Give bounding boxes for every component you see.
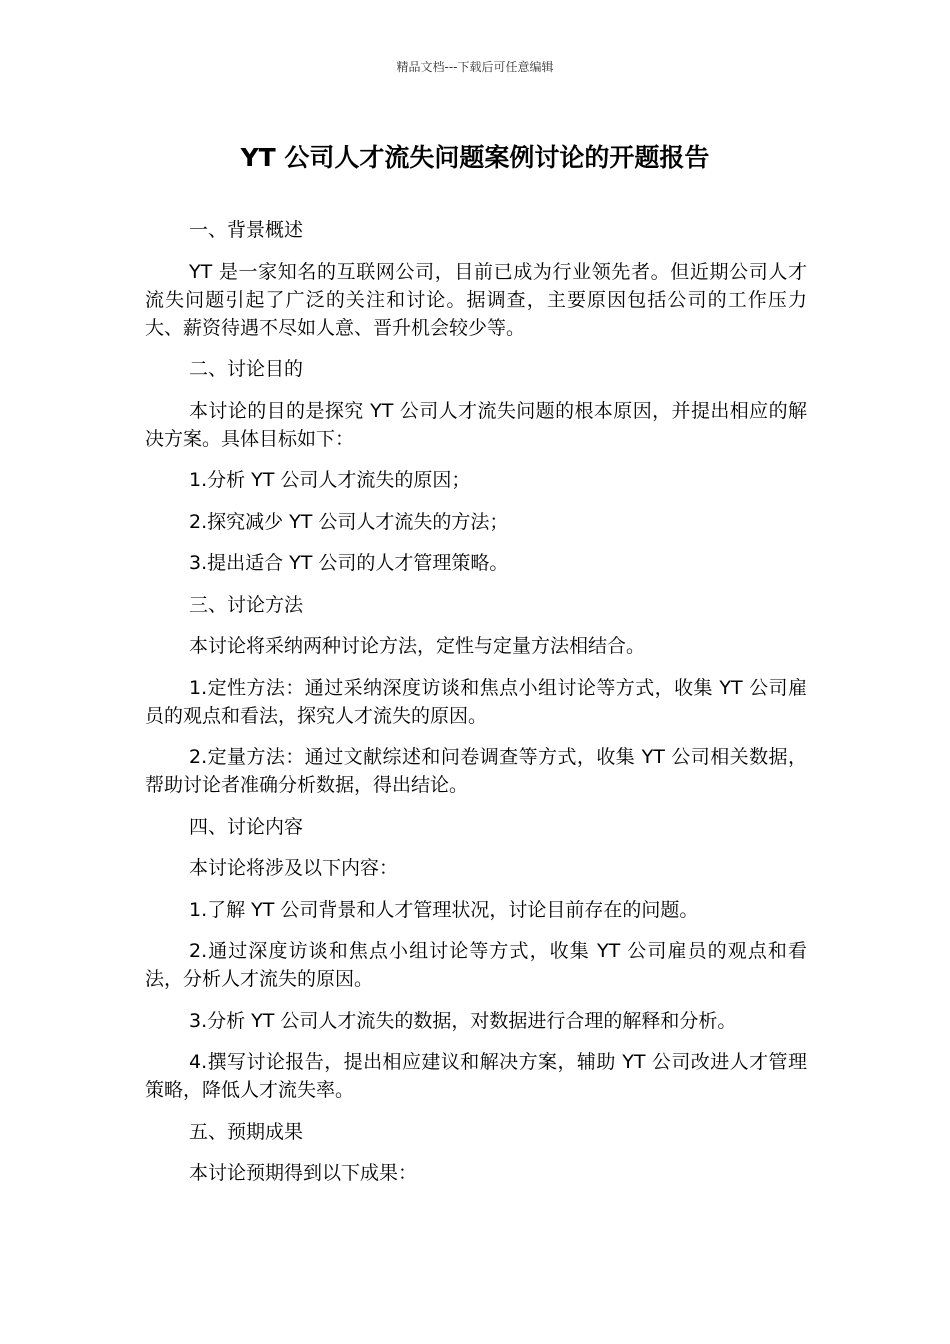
section-heading-purpose: 二、讨论目的 <box>189 358 304 380</box>
paragraph-results: 本讨论预期得到以下成果： <box>189 1162 418 1184</box>
list-item-goal-2: 2.探究减少 YT 公司人才流失的方法； <box>189 510 509 533</box>
paragraph-method: 本讨论将采纳两种讨论方法，定性与定量方法相结合。 <box>189 635 646 657</box>
section-heading-method: 三、讨论方法 <box>189 593 304 616</box>
header-note: 精品文档---下载后可任意编辑 <box>396 60 554 74</box>
section-heading-content: 四、讨论内容 <box>189 815 304 838</box>
document-title: YT 公司人才流失问题案例讨论的开题报告 <box>240 143 710 172</box>
list-item-content-3: 3.分析 YT 公司人才流失的数据，对数据进行合理的解释和分析。 <box>189 1009 737 1032</box>
paragraph-background: YT 是一家知名的互联网公司，目前已成为行业领先者。但近期公司人才流失问题引起了广泛的关注和讨论。据调查，主要原因包括公司的工作压力大、薪资待遇不尽如人意、晋升机会较少等。 <box>145 260 807 339</box>
paragraph-content: 本讨论将涉及以下内容： <box>189 857 399 879</box>
list-item-method-1: 1.定性方法：通过采纳深度访谈和焦点小组讨论等方式，收集 YT 公司雇员的观点和看法，探究人才流失的原因。 <box>145 676 807 727</box>
paragraph-purpose: 本讨论的目的是探究 YT 公司人才流失问题的根本原因，并提出相应的解决方案。具体目标如下： <box>145 399 807 450</box>
list-item-content-2: 2.通过深度访谈和焦点小组讨论等方式，收集 YT 公司雇员的观点和看法，分析人才流失的原因。 <box>145 940 807 990</box>
list-item-content-1: 1.了解 YT 公司背景和人才管理状况，讨论目前存在的问题。 <box>189 898 699 921</box>
document-body <box>145 216 807 1201</box>
list-item-method-2: 2.定量方法：通过文献综述和问卷调查等方式，收集 YT 公司相关数据，帮助讨论者准确分析数据，得出结论。 <box>145 746 807 796</box>
section-heading-results: 五、预期成果 <box>189 1120 304 1143</box>
list-item-content-4: 4.撰写讨论报告，提出相应建议和解决方案，辅助 YT 公司改进人才管理策略，降低人才流失率。 <box>145 1051 807 1101</box>
section-heading-background: 一、背景概述 <box>189 219 304 241</box>
list-item-goal-1: 1.分析 YT 公司人才流失的原因； <box>189 469 471 491</box>
list-item-goal-3: 3.提出适合 YT 公司的人才管理策略。 <box>189 552 509 574</box>
